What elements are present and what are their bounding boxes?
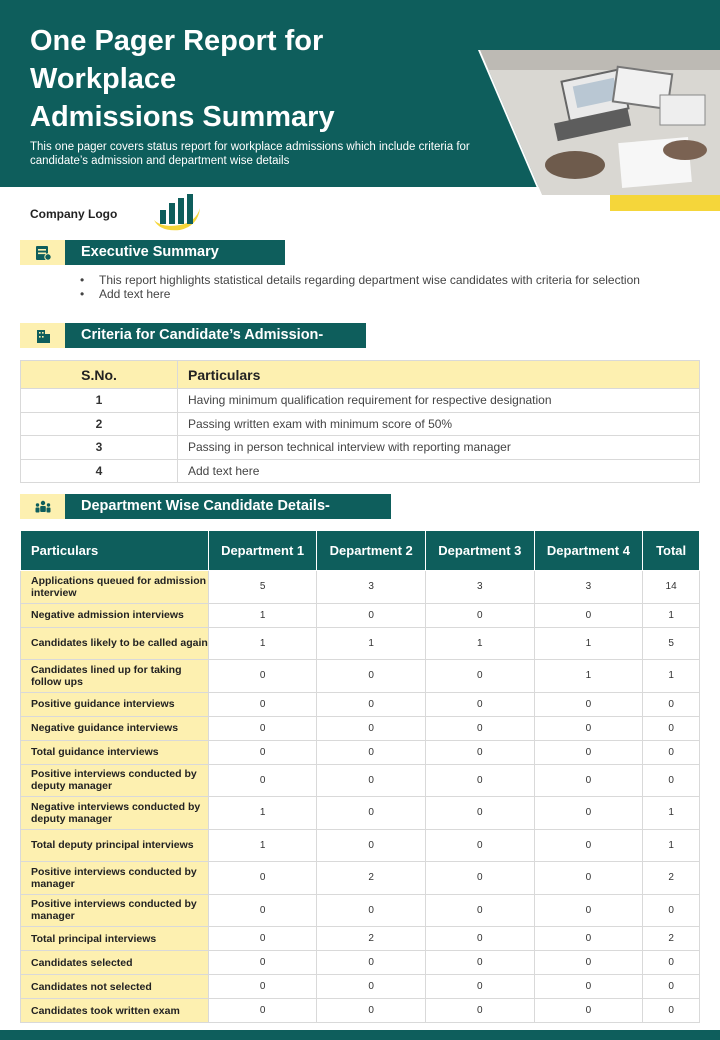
value-cell: 2 [317,927,426,951]
title-line-1: One Pager Report for [30,25,324,57]
value-cell: 0 [534,764,643,797]
particulars-cell: Having minimum qualification requirement for respective designation [178,389,700,413]
page-subtitle: This one pager covers status report for workplace admissions which include criteria for candidate’s admission and department wise details [30,141,470,167]
total-cell: 1 [643,603,700,627]
row-label-cell: Candidates likely to be called again [21,627,209,660]
row-label-cell: Negative admission interviews [21,603,209,627]
team-icon [20,494,65,519]
value-cell: 1 [208,603,317,627]
row-label-cell: Positive interviews conducted by manager [21,894,209,927]
particulars-cell: Passing written exam with minimum score of 50% [178,412,700,436]
value-cell: 5 [208,571,317,604]
table-row [21,797,700,830]
column-header: Particulars [178,361,700,389]
department-table [20,530,700,1023]
department-title: Department Wise Candidate Details- [65,494,391,519]
row-label-cell: Total principal interviews [21,927,209,951]
row-label-cell: Candidates took written exam [21,999,209,1023]
total-cell: 0 [643,740,700,764]
value-cell: 0 [534,716,643,740]
row-label-cell: Positive interviews conducted by manager [21,862,209,895]
value-cell: 0 [208,716,317,740]
value-cell: 0 [208,999,317,1023]
table-header-row [21,531,700,571]
table-row [21,716,700,740]
row-label-cell: Total guidance interviews [21,740,209,764]
total-cell: 0 [643,999,700,1023]
value-cell: 0 [317,603,426,627]
value-cell: 1 [208,797,317,830]
value-cell: 0 [426,999,535,1023]
column-header: Department 2 [317,531,426,571]
total-cell: 2 [643,927,700,951]
value-cell: 0 [317,797,426,830]
title-line-3: Admissions Summary [30,101,335,133]
row-label-cell: Negative guidance interviews [21,716,209,740]
criteria-table [20,360,700,483]
value-cell: 0 [426,894,535,927]
building-icon [20,323,65,348]
criteria-title: Criteria for Candidate’s Admission- [65,323,366,348]
table-row [21,862,700,895]
row-label-cell: Total deputy principal interviews [21,829,209,862]
department-header [20,494,391,519]
value-cell: 1 [426,627,535,660]
executive-summary-title: Executive Summary [65,240,285,265]
value-cell: 0 [208,660,317,693]
value-cell: 0 [534,829,643,862]
table-row [21,951,700,975]
row-label-cell: Negative interviews conducted by deputy manager [21,797,209,830]
value-cell: 0 [426,740,535,764]
total-cell: 14 [643,571,700,604]
value-cell: 0 [534,999,643,1023]
column-header: Total [643,531,700,571]
bar-chart-logo-icon [150,190,202,232]
table-row [21,627,700,660]
executive-bullets [80,273,640,301]
summary-icon [20,240,65,265]
table-row [21,740,700,764]
value-cell: 0 [426,829,535,862]
value-cell: 3 [426,571,535,604]
value-cell: 0 [208,862,317,895]
value-cell: 0 [426,603,535,627]
total-cell: 0 [643,975,700,999]
value-cell: 0 [317,692,426,716]
value-cell: 0 [534,692,643,716]
value-cell: 0 [208,894,317,927]
total-cell: 2 [643,862,700,895]
value-cell: 0 [208,975,317,999]
value-cell: 0 [317,829,426,862]
value-cell: 0 [426,927,535,951]
value-cell: 1 [208,627,317,660]
particulars-cell: Passing in person technical interview with reporting manager [178,436,700,460]
executive-summary-header [20,240,285,265]
row-label-cell: Positive interviews conducted by deputy manager [21,764,209,797]
table-row [21,389,700,413]
total-cell: 1 [643,829,700,862]
value-cell: 0 [317,999,426,1023]
table-row [21,436,700,460]
row-label-cell: Candidates selected [21,951,209,975]
value-cell: 0 [317,975,426,999]
sno-cell: 2 [21,412,178,436]
value-cell: 0 [534,894,643,927]
total-cell: 0 [643,716,700,740]
value-cell: 1 [534,660,643,693]
value-cell: 0 [534,862,643,895]
value-cell: 0 [317,764,426,797]
sno-cell: 4 [21,459,178,483]
value-cell: 0 [534,797,643,830]
value-cell: 0 [208,951,317,975]
table-row [21,459,700,483]
value-cell: 0 [426,951,535,975]
total-cell: 0 [643,692,700,716]
value-cell: 0 [426,862,535,895]
table-row [21,660,700,693]
value-cell: 0 [426,764,535,797]
value-cell: 0 [534,927,643,951]
value-cell: 0 [208,764,317,797]
value-cell: 3 [534,571,643,604]
row-label-cell: Positive guidance interviews [21,692,209,716]
accent-strip [610,195,720,211]
footer-bar [0,1030,720,1040]
particulars-cell: Add text here [178,459,700,483]
column-header: Particulars [21,531,209,571]
value-cell: 0 [317,740,426,764]
value-cell: 0 [426,660,535,693]
table-row [21,412,700,436]
table-row [21,829,700,862]
value-cell: 0 [317,660,426,693]
value-cell: 2 [317,862,426,895]
value-cell: 0 [534,975,643,999]
value-cell: 0 [208,740,317,764]
value-cell: 0 [426,797,535,830]
value-cell: 0 [317,894,426,927]
header-photo [470,50,720,195]
table-header-row [21,361,700,389]
table-row [21,764,700,797]
table-row [21,571,700,604]
sno-cell: 3 [21,436,178,460]
row-label-cell: Applications queued for admission interview [21,571,209,604]
bullet-item: • This report highlights statistical details regarding department wise candidates with criteria for selection [80,273,640,287]
table-row [21,894,700,927]
value-cell: 0 [534,951,643,975]
total-cell: 0 [643,764,700,797]
value-cell: 0 [208,692,317,716]
total-cell: 0 [643,951,700,975]
value-cell: 0 [426,716,535,740]
value-cell: 1 [534,627,643,660]
total-cell: 0 [643,894,700,927]
total-cell: 1 [643,797,700,830]
value-cell: 3 [317,571,426,604]
value-cell: 0 [208,927,317,951]
criteria-header [20,323,366,348]
sno-cell: 1 [21,389,178,413]
column-header: Department 4 [534,531,643,571]
table-row [21,692,700,716]
value-cell: 0 [317,951,426,975]
total-cell: 5 [643,627,700,660]
title-line-2: Workplace [30,63,177,95]
company-logo-label: Company Logo [30,207,118,221]
table-row [21,975,700,999]
value-cell: 0 [534,603,643,627]
table-row [21,999,700,1023]
value-cell: 0 [534,740,643,764]
value-cell: 0 [426,692,535,716]
table-row [21,603,700,627]
page-title [30,22,470,136]
table-row [21,927,700,951]
bullet-item: • Add text here [80,287,640,301]
row-label-cell: Candidates not selected [21,975,209,999]
total-cell: 1 [643,660,700,693]
column-header: Department 1 [208,531,317,571]
row-label-cell: Candidates lined up for taking follow ups [21,660,209,693]
column-header: Department 3 [426,531,535,571]
value-cell: 1 [317,627,426,660]
value-cell: 0 [426,975,535,999]
value-cell: 0 [317,716,426,740]
value-cell: 1 [208,829,317,862]
column-header: S.No. [21,361,178,389]
